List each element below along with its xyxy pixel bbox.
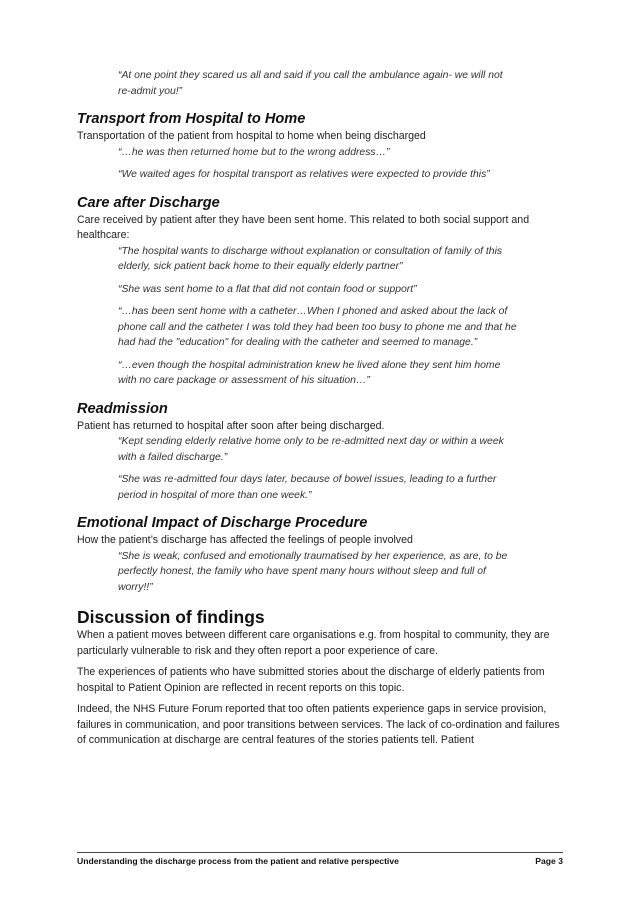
section-description: Care received by patient after they have been sent home. This related to both social support and healthcare: bbox=[77, 213, 530, 241]
page-content bbox=[77, 68, 563, 749]
discussion-paragraph: When a patient moves between different care organisations e.g. from hospital to community, they are particularly vulnerable to risk and they often report a poor experience of care. bbox=[77, 629, 550, 657]
section-transport bbox=[77, 110, 563, 183]
section-heading: Care after Discharge bbox=[77, 194, 220, 211]
discussion-paragraph: The experiences of patients who have submitted stories about the discharge of elderly patients from hospital to Patient Opinion are reflected in recent reports on this topic. bbox=[77, 666, 545, 694]
quote: “We waited ages for hospital transport as relatives were expected to provide this” bbox=[118, 169, 490, 180]
quote: “She was re-admitted four days later, because of bowel issues, leading to a further period in hospital of more than one week.” bbox=[118, 474, 497, 501]
section-heading: Emotional Impact of Discharge Procedure bbox=[77, 515, 368, 531]
section-discussion bbox=[77, 606, 563, 749]
footer-title: Understanding the discharge process from the patient and relative perspective bbox=[77, 856, 399, 866]
quote: “…he was then returned home but to the wrong address…” bbox=[118, 146, 390, 158]
quote: “She was sent home to a flat that did not contain food or support” bbox=[118, 283, 417, 295]
discussion-heading: Discussion of findings bbox=[77, 607, 265, 627]
quote: “The hospital wants to discharge without explanation or consultation of family of this elderly, sick patient back home to their equally elderly partner” bbox=[118, 245, 503, 272]
section-emotional-impact bbox=[77, 514, 563, 595]
quote: “…has been sent home with a catheter…When I phoned and asked about the lack of phone call and the catheter I was told they had been too busy to phone me and that he had had the "education" for dealing with the catheter and seemed to manage.” bbox=[118, 306, 517, 348]
quote: “She is weak, confused and emotionally traumatised by her experience, as are, to be perfectly honest, the family who have spent many hours without sleep and full of worry!!” bbox=[118, 550, 508, 593]
section-description: Patient has returned to hospital after soon after being discharged. bbox=[77, 419, 385, 432]
section-heading: Readmission bbox=[77, 400, 168, 417]
section-care-after-discharge bbox=[77, 194, 563, 389]
section-readmission bbox=[77, 400, 563, 504]
quote: “Kept sending elderly relative home only to be re-admitted next day or within a week with a failed discharge.” bbox=[118, 436, 504, 463]
section-description: Transportation of the patient from hospital to home when being discharged bbox=[77, 130, 426, 142]
quote: “…even though the hospital administration knew he lived alone they sent him home with no care package or assessment of his situation…” bbox=[118, 359, 501, 386]
discussion-paragraph: Indeed, the NHS Future Forum reported that too often patients experience gaps in service provision, failures in communication, and poor transitions between services. The lack of co-ordination and failures of communication at discharge are central features of the stories patients tell. Patient bbox=[77, 703, 560, 746]
page-number: Page 3 bbox=[535, 856, 563, 866]
section-description: How the patient’s discharge has affected the feelings of people involved bbox=[77, 534, 413, 546]
page-footer bbox=[77, 852, 563, 866]
intro-quote: “At one point they scared us all and said if you call the ambulance again- we will not re-admit you!” bbox=[118, 70, 503, 97]
section-heading: Transport from Hospital to Home bbox=[77, 111, 306, 127]
